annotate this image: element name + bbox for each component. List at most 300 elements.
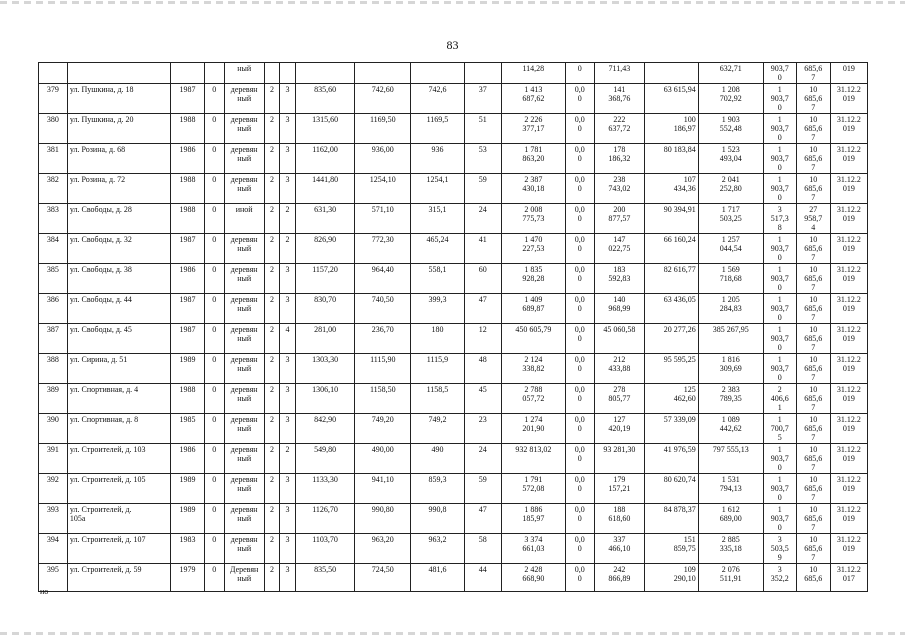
table-cell: 1441,80 [295,174,355,204]
table-cell: 842,90 [295,414,355,444]
table-cell: 37 [464,84,501,114]
table-cell: 0 [204,114,224,144]
table-cell: 2 124 338,82 [501,354,565,384]
table-cell: 711,43 [594,63,645,84]
table-cell: 394 [39,534,68,564]
table-cell: 31.12.2 019 [830,414,867,444]
table-cell: 179 157,21 [594,474,645,504]
table-cell: 932 813,02 [501,444,565,474]
table-cell: ул. Сирина, д. 51 [67,354,170,384]
table-cell: 41 976,59 [645,444,699,474]
table-cell: ул. Спортивная, д. 4 [67,384,170,414]
table-row [39,63,868,84]
table-cell: 1162,00 [295,144,355,174]
table-cell: 835,50 [295,564,355,592]
table-cell: 200 877,57 [594,204,645,234]
table-cell: 41 [464,234,501,264]
table-cell: 2 [264,324,279,354]
table-cell: 1986 [170,144,204,174]
table-cell: 31.12.2 019 [830,264,867,294]
table-cell: 10 685,6 [796,564,830,592]
table-cell: 772,30 [355,234,411,264]
table-cell: 0 [204,384,224,414]
table-row [39,564,868,592]
table-cell: 990,8 [411,504,465,534]
table-row [39,474,868,504]
table-row [39,294,868,324]
table-cell: 1 903,7 0 [763,174,796,204]
table-cell: 481,6 [411,564,465,592]
footer-note: ио [40,587,49,596]
table-cell: 10 685,6 7 [796,144,830,174]
table-cell: 381 [39,144,68,174]
table-cell: 1989 [170,354,204,384]
table-cell: 44 [464,564,501,592]
table-cell: 23 [464,414,501,444]
table-cell: 835,60 [295,84,355,114]
table-cell: деревян ный [224,384,264,414]
table-cell: 1 257 044,54 [698,234,763,264]
table-cell: 1988 [170,384,204,414]
table-cell: 1 903,7 0 [763,474,796,504]
table-cell: 10 685,6 7 [796,474,830,504]
table-cell: 31.12.2 019 [830,534,867,564]
table-cell: 10 685,6 7 [796,444,830,474]
table-cell: 53 [464,144,501,174]
table-cell: 84 878,37 [645,504,699,534]
table-cell: 2 008 775,73 [501,204,565,234]
table-cell: 019 [830,63,867,84]
table-cell: 391 [39,444,68,474]
table-cell: 0,0 0 [565,204,594,234]
table-cell: 90 394,91 [645,204,699,234]
table-cell: 125 462,60 [645,384,699,414]
table-row [39,384,868,414]
table-cell: 0 [204,234,224,264]
table-cell: 1 717 503,25 [698,204,763,234]
table-cell: ул. Строителей, д. 103 [67,444,170,474]
table-cell: 10 685,6 7 [796,534,830,564]
table-cell: 450 605,79 [501,324,565,354]
table-cell: 1979 [170,564,204,592]
table-cell: 242 866,89 [594,564,645,592]
table-cell: 2 [264,144,279,174]
table-cell: 0 [204,534,224,564]
table-cell: 1103,70 [295,534,355,564]
table-cell: 859,3 [411,474,465,504]
table-cell: 1987 [170,84,204,114]
table-cell: 0,0 0 [565,114,594,144]
table-row [39,264,868,294]
table-cell: 903,7 0 [763,63,796,84]
table-cell: деревян ный [224,84,264,114]
table-cell: 47 [464,504,501,534]
table-cell: 10 685,6 7 [796,354,830,384]
table-cell: 936,00 [355,144,411,174]
table-cell: 3 [280,294,295,324]
table-cell: 2 [264,174,279,204]
table-cell: 395 [39,564,68,592]
table-cell: 990,80 [355,504,411,534]
table-cell: 59 [464,174,501,204]
table-cell: 826,90 [295,234,355,264]
table-cell: 1 835 928,28 [501,264,565,294]
scan-artifact-bottom [0,632,905,635]
table-cell: 797 555,13 [698,444,763,474]
table-cell: 941,10 [355,474,411,504]
table-cell: 0,0 0 [565,384,594,414]
table-row [39,324,868,354]
table-cell: 740,50 [355,294,411,324]
table-cell: 0,0 0 [565,564,594,592]
table-cell: 0 [204,504,224,534]
table-cell: 31.12.2 019 [830,294,867,324]
table-cell: 0 [204,414,224,444]
table-cell: деревян ный [224,354,264,384]
table-cell: 388 [39,354,68,384]
table-cell: 1988 [170,174,204,204]
table-cell: деревян ный [224,414,264,444]
table-cell: 10 685,6 7 [796,414,830,444]
table-cell: 749,2 [411,414,465,444]
table-cell: 1169,5 [411,114,465,144]
table-cell: 95 595,25 [645,354,699,384]
table-cell: 45 060,58 [594,324,645,354]
table-cell: 1306,10 [295,384,355,414]
table-cell: ул. Строителей, д. 107 [67,534,170,564]
table-cell: ул. Строителей, д. 105 [67,474,170,504]
table-cell: 80 620,74 [645,474,699,504]
table-cell: 0 [204,84,224,114]
table-cell: ул. Пушкина, д. 18 [67,84,170,114]
table-cell: 379 [39,84,68,114]
table-cell: 2 [264,534,279,564]
table-cell: 2 [264,414,279,444]
table-row [39,204,868,234]
table-cell: 0,0 0 [565,144,594,174]
table-cell: 1 612 689,00 [698,504,763,534]
table-cell: 1 208 702,92 [698,84,763,114]
scan-artifact-top [0,1,905,4]
table-cell: 3 [280,354,295,384]
table-cell: 10 685,6 7 [796,114,830,144]
table-cell: 31.12.2 019 [830,384,867,414]
table-cell: 1 816 309,69 [698,354,763,384]
table-cell: 3 [280,414,295,444]
table-cell [170,63,204,84]
table-cell: 31.12.2 019 [830,234,867,264]
table-cell: 1169,50 [355,114,411,144]
table-cell: деревян ный [224,474,264,504]
table-cell: 1 700,7 5 [763,414,796,444]
table-cell: 59 [464,474,501,504]
table-cell: 2 [264,84,279,114]
table-cell [39,63,68,84]
table-cell [411,63,465,84]
table-cell: ул. Свободы, д. 45 [67,324,170,354]
table-cell [355,63,411,84]
table-cell: 2 [280,234,295,264]
table-cell: ул. Строителей, д. 105а [67,504,170,534]
table-cell: ул. Свободы, д. 38 [67,264,170,294]
table-cell: 31.12.2 019 [830,504,867,534]
table-cell: 10 685,6 7 [796,294,830,324]
table-cell: 2 406,6 1 [763,384,796,414]
table-cell: 0 [204,294,224,324]
table-cell: 963,2 [411,534,465,564]
table-cell: 389 [39,384,68,414]
table-cell: 238 743,02 [594,174,645,204]
table-cell: 742,60 [355,84,411,114]
table-row [39,144,868,174]
table-cell: 1254,1 [411,174,465,204]
table-cell: 1126,70 [295,504,355,534]
table-cell: 3 [280,84,295,114]
table-cell: 0 [565,63,594,84]
table-cell: 632,71 [698,63,763,84]
table-cell: 63 436,05 [645,294,699,324]
table-cell: 10 685,6 7 [796,264,830,294]
table-cell: 2 383 789,35 [698,384,763,414]
table-cell: 1 791 572,08 [501,474,565,504]
table-cell: 278 805,77 [594,384,645,414]
table-cell: 386 [39,294,68,324]
table-cell: 2 [264,204,279,234]
table-cell: 1983 [170,534,204,564]
table-cell: 936 [411,144,465,174]
table-cell: 0,0 0 [565,84,594,114]
table-cell: 392 [39,474,68,504]
table-cell: 3 503,5 9 [763,534,796,564]
table-cell: 387 [39,324,68,354]
table-cell: 1 569 718,68 [698,264,763,294]
table-cell: 0 [204,444,224,474]
table-cell: 58 [464,534,501,564]
table-cell: 0,0 0 [565,534,594,564]
table-cell: 51 [464,114,501,144]
table-cell: 724,50 [355,564,411,592]
table-cell: 3 374 661,03 [501,534,565,564]
table-cell: 10 685,6 7 [796,504,830,534]
table-cell: 1 903,7 0 [763,444,796,474]
table-cell: 63 615,94 [645,84,699,114]
table-cell: 1986 [170,444,204,474]
table-cell: 964,40 [355,264,411,294]
table-cell: ул. Свободы, д. 28 [67,204,170,234]
table-cell: 66 160,24 [645,234,699,264]
table-cell: деревян ный [224,324,264,354]
table-cell: 178 186,32 [594,144,645,174]
table-cell: ул. Свободы, д. 32 [67,234,170,264]
table-cell: 188 618,60 [594,504,645,534]
table-cell: 399,3 [411,294,465,324]
table-cell: 180 [411,324,465,354]
table-cell: 3 [280,264,295,294]
table-cell: 31.12.2 019 [830,114,867,144]
table-cell: 2 [264,264,279,294]
table-cell: 0 [204,204,224,234]
table-cell: 2 [280,444,295,474]
table-cell: ул. Строителей, д. 59 [67,564,170,592]
table-cell: 3 [280,384,295,414]
table-cell: 631,30 [295,204,355,234]
table-cell: 0,0 0 [565,174,594,204]
table-cell: деревян ный [224,504,264,534]
table-cell: 2 076 511,91 [698,564,763,592]
table-cell: деревян ный [224,114,264,144]
table-cell: 0 [204,264,224,294]
table-row [39,114,868,144]
table-cell: 490 [411,444,465,474]
table-cell: 1 470 227,53 [501,234,565,264]
table-cell: 2 041 252,80 [698,174,763,204]
table-cell: 0 [204,474,224,504]
table-cell: 393 [39,504,68,534]
table-cell: 2 [264,444,279,474]
table-cell: 1987 [170,324,204,354]
table-cell: 212 433,88 [594,354,645,384]
table-cell: 1 781 863,20 [501,144,565,174]
table-cell: 1 903,7 0 [763,294,796,324]
table-cell [280,63,295,84]
table-cell: 236,70 [355,324,411,354]
table-cell: 45 [464,384,501,414]
table-cell: 830,70 [295,294,355,324]
table-cell [645,63,699,84]
table-cell: 1 409 689,87 [501,294,565,324]
table-cell: 127 420,19 [594,414,645,444]
table-cell: 1157,20 [295,264,355,294]
table-cell: 1315,60 [295,114,355,144]
table-cell: 2 [264,474,279,504]
table-cell: 2 788 057,72 [501,384,565,414]
table-cell: 0,0 0 [565,474,594,504]
table-cell: 380 [39,114,68,144]
table-cell: 57 339,09 [645,414,699,444]
table-cell: 490,00 [355,444,411,474]
table-cell: 1158,50 [355,384,411,414]
table-cell: 1 089 442,62 [698,414,763,444]
table-cell: 31.12.2 017 [830,564,867,592]
table-cell: 0,0 0 [565,444,594,474]
table-cell: 465,24 [411,234,465,264]
table-cell: 1988 [170,204,204,234]
table-cell [295,63,355,84]
table-cell: 3 [280,564,295,592]
table-cell: 222 637,72 [594,114,645,144]
table-cell: 3 [280,504,295,534]
table-cell: 10 685,6 7 [796,384,830,414]
table-cell [67,63,170,84]
table-cell: 385 267,95 [698,324,763,354]
table-cell: 2 [280,204,295,234]
table-cell: деревян ный [224,534,264,564]
table-cell: деревян ный [224,174,264,204]
table-cell: 1 903,7 0 [763,144,796,174]
table-cell: 0,0 0 [565,324,594,354]
table-cell: 100 186,97 [645,114,699,144]
table-cell: 571,10 [355,204,411,234]
table-cell: 0,0 0 [565,354,594,384]
table-cell: Деревян ный [224,564,264,592]
table-cell: 1987 [170,234,204,264]
table-cell [204,63,224,84]
table-cell: деревян ный [224,264,264,294]
table-cell: 1303,30 [295,354,355,384]
table-cell: 1 903,7 0 [763,234,796,264]
table-cell: 963,20 [355,534,411,564]
table-cell: 315,1 [411,204,465,234]
table-cell: 1 531 794,13 [698,474,763,504]
table-cell: 1 903,7 0 [763,264,796,294]
table-cell: 2 [264,564,279,592]
table-row [39,354,868,384]
table-cell [264,63,279,84]
table-cell: 1989 [170,504,204,534]
table-row [39,444,868,474]
table-cell: ул. Пушкина, д. 20 [67,114,170,144]
table-cell: 2 [264,384,279,414]
table-cell: 0 [204,324,224,354]
table-cell: 47 [464,294,501,324]
table-cell: 1158,5 [411,384,465,414]
table-cell: 27 958,7 4 [796,204,830,234]
table-cell: 1 903,7 0 [763,84,796,114]
table-cell: 1987 [170,294,204,324]
table-cell: 107 434,36 [645,174,699,204]
table-cell: 140 968,99 [594,294,645,324]
table-cell: 93 281,30 [594,444,645,474]
table-cell: 0,0 0 [565,414,594,444]
table-cell: 1 903,7 0 [763,504,796,534]
table-cell: 2 [264,234,279,264]
table-cell: 2 [264,294,279,324]
table-row [39,84,868,114]
table-cell: 337 466,10 [594,534,645,564]
table-cell: 1 274 201,90 [501,414,565,444]
table-cell: 3 517,3 8 [763,204,796,234]
table-row [39,504,868,534]
table-row [39,234,868,264]
table-cell: 31.12.2 019 [830,444,867,474]
table-cell: 82 616,77 [645,264,699,294]
table-cell: 3 352,2 [763,564,796,592]
table-cell: 2 [264,354,279,384]
table-cell: 549,80 [295,444,355,474]
table-cell: 1 523 493,04 [698,144,763,174]
table-cell: 10 685,6 7 [796,84,830,114]
page-number: 83 [446,38,459,52]
table-cell: 1 903,7 0 [763,354,796,384]
table-cell: 385 [39,264,68,294]
table-cell: 3 [280,474,295,504]
table-cell: 1133,30 [295,474,355,504]
table-cell: деревян ный [224,234,264,264]
table-cell: 384 [39,234,68,264]
table-cell: 558,1 [411,264,465,294]
table-cell: 0,0 0 [565,234,594,264]
table-cell: 1988 [170,114,204,144]
table-cell: 80 183,84 [645,144,699,174]
table-cell: 2 428 668,90 [501,564,565,592]
table-cell: 24 [464,444,501,474]
table-cell: 20 277,26 [645,324,699,354]
table-cell: 685,6 7 [796,63,830,84]
table-cell: 0 [204,174,224,204]
table-cell: 1115,90 [355,354,411,384]
table-cell: 749,20 [355,414,411,444]
table-cell: 1 886 185,97 [501,504,565,534]
